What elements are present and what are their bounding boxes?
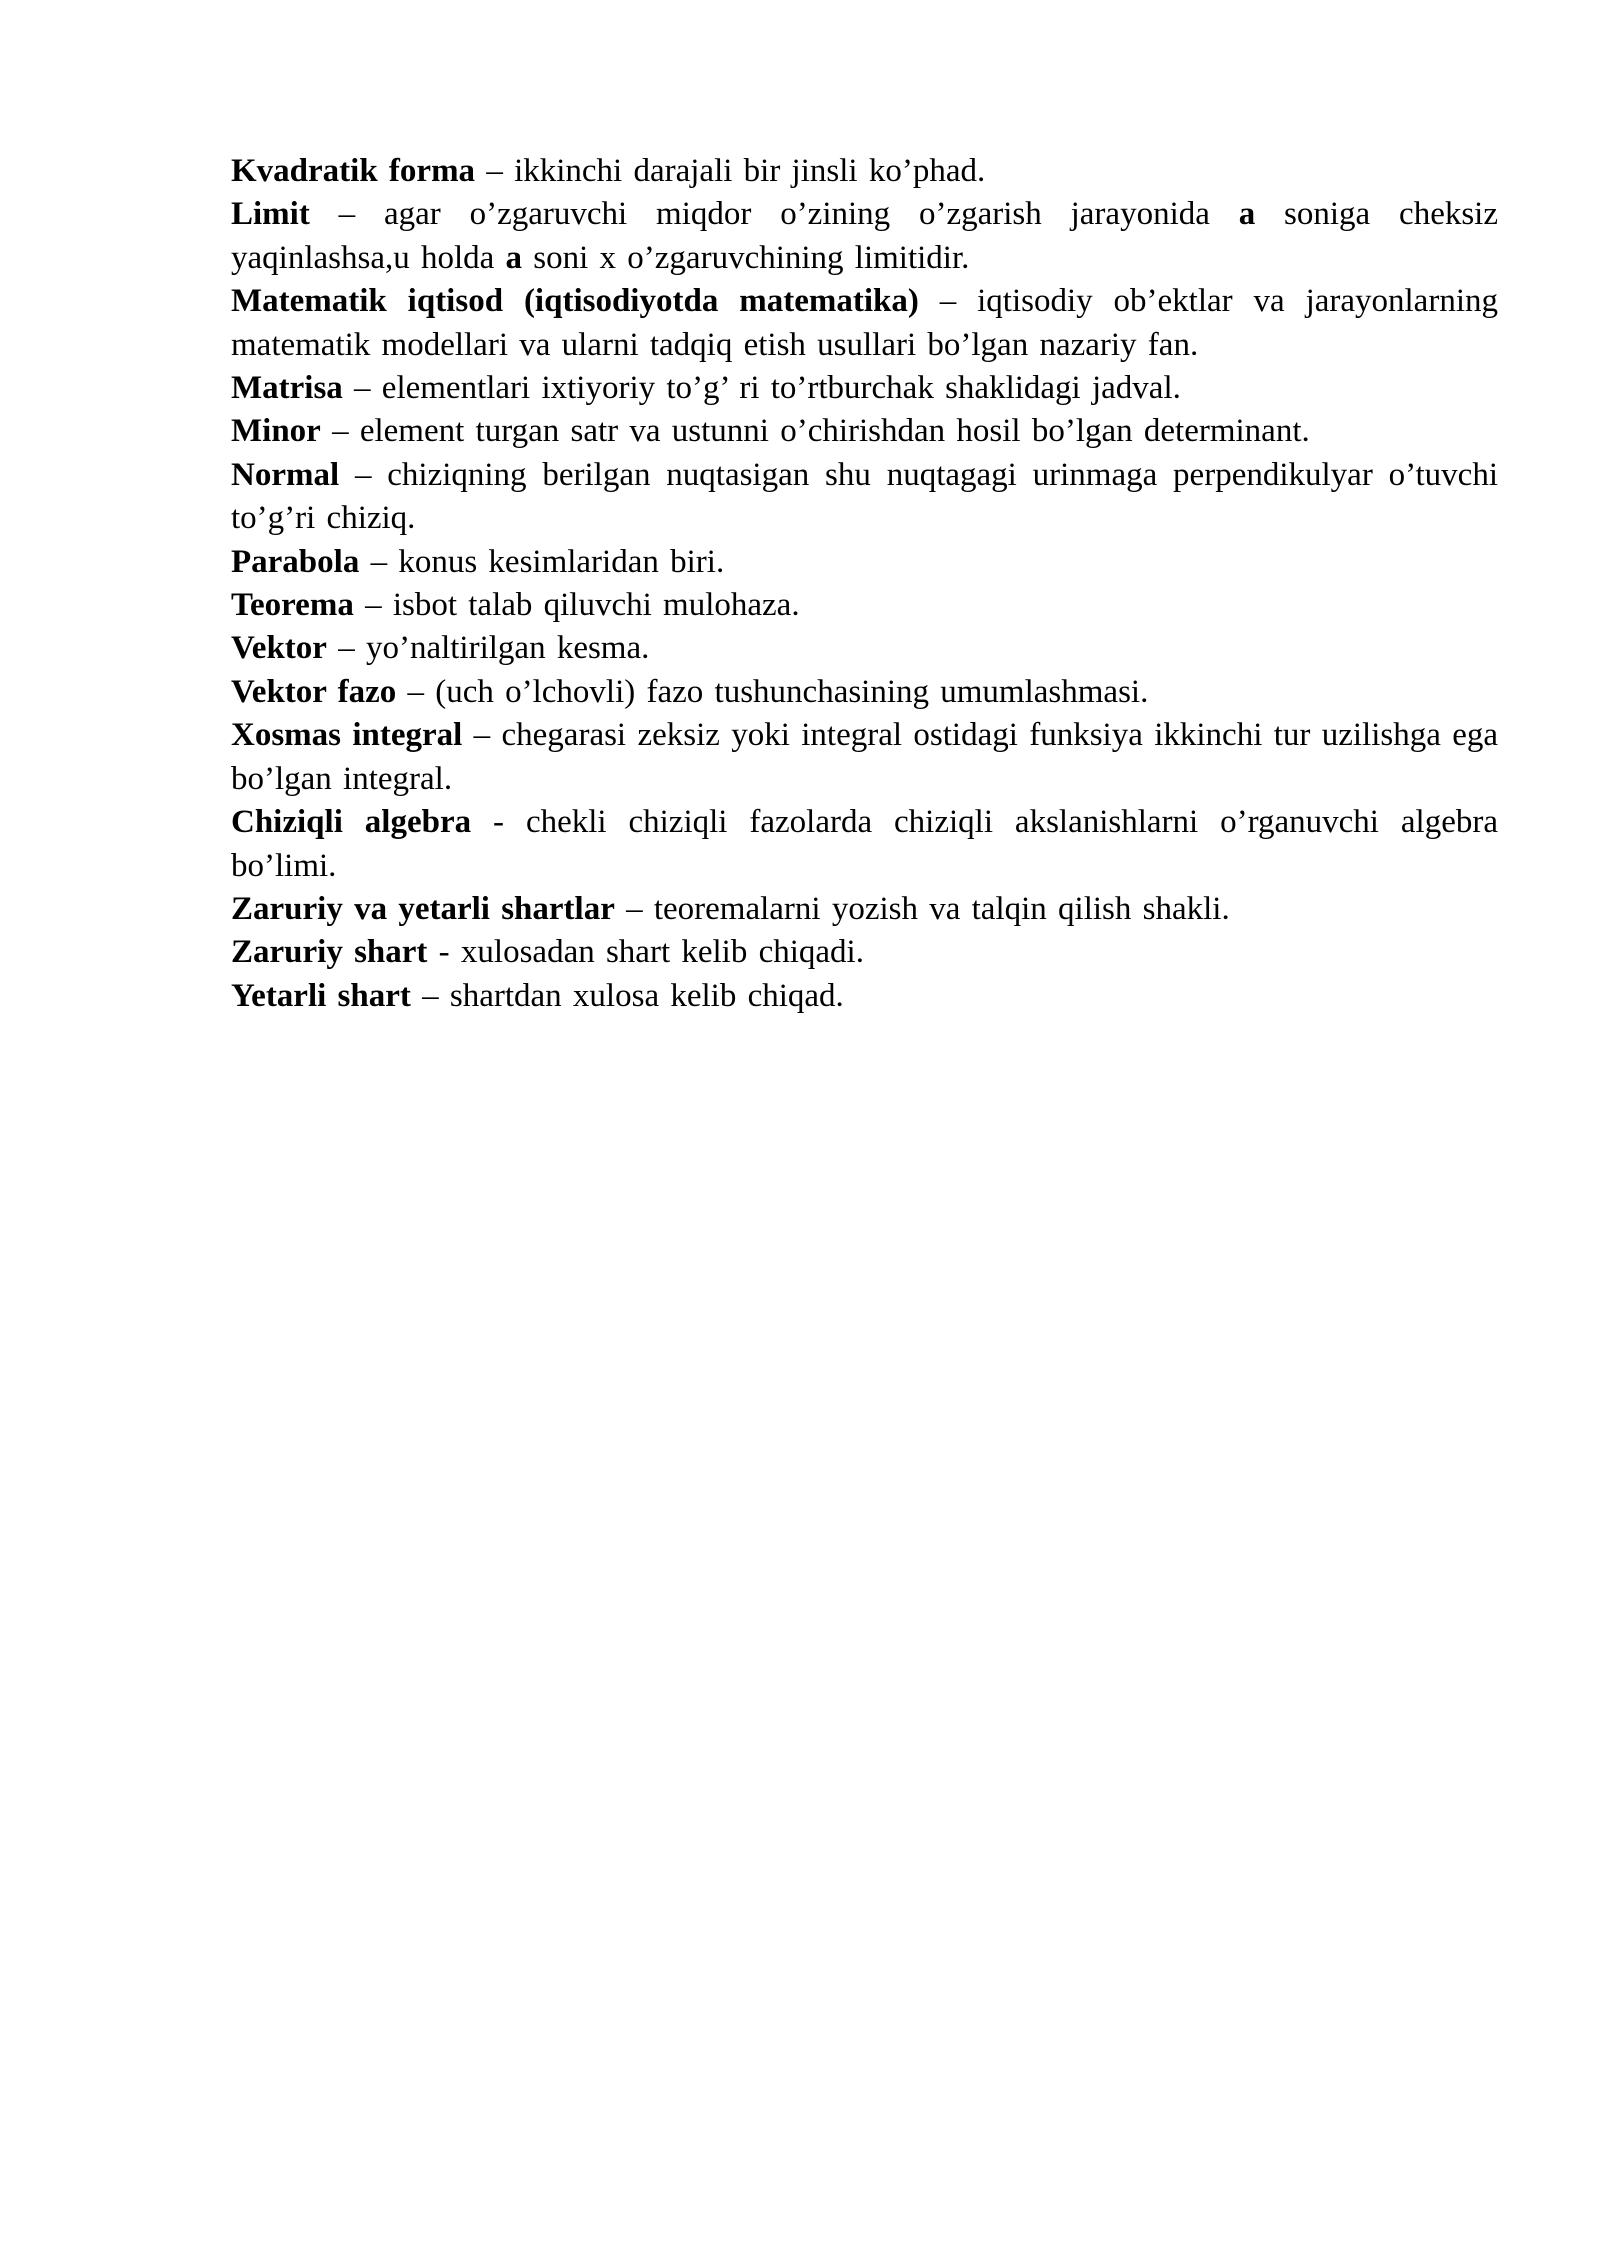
glossary-term: Parabola: [231, 543, 360, 580]
glossary-entry: [231, 584, 1498, 627]
glossary-definition: - xulosadan shart kelib chiqadi.: [427, 934, 864, 971]
glossary-definition: – element turgan satr va ustunni o’chirishdan hosil bo’lgan determinant.: [320, 413, 1310, 450]
glossary-definition: – iqtisodiy ob’ektlar va jarayonlarning matematik modellari va ularni tadqiq etish usullari bo’lgan nazariy fan.: [231, 283, 1498, 363]
glossary-definition: – chegarasi zeksiz yoki integral ostidagi funksiya ikkinchi tur uzilishga ega bo’lgan integral.: [231, 717, 1498, 797]
glossary-entry: [231, 541, 1498, 584]
glossary-entry: [231, 410, 1498, 453]
glossary-term: Vektor fazo: [231, 673, 397, 710]
glossary-term: Kvadratik forma: [231, 153, 476, 189]
glossary-entry: [231, 801, 1498, 888]
glossary-definition: soniga cheksiz yaqinlashsa,u holda: [231, 196, 1498, 276]
glossary-term: Teorema: [231, 587, 354, 624]
glossary-definition: – (uch o’lchovli) fazo tushunchasining umumlashmasi.: [396, 673, 1149, 710]
glossary-entry: [231, 150, 1498, 193]
glossary-definition: – shartdan xulosa kelib chiqad.: [410, 977, 844, 1014]
glossary-definition: soni x o’zgaruvchining limitidir.: [522, 239, 970, 276]
glossary-term: Xosmas integral: [231, 717, 463, 754]
glossary-entry: [231, 454, 1498, 541]
glossary-entry: [231, 975, 1498, 1018]
glossary-entry: [231, 931, 1498, 974]
glossary-entry: [231, 888, 1498, 931]
glossary-term: Matematik iqtisod (iqtisodiyotda matematika): [231, 283, 919, 320]
glossary-definition: - chekli chiziqli fazolarda chiziqli akslanishlarni o’rganuvchi algebra bo’limi.: [231, 804, 1498, 884]
emphasized-symbol: a: [505, 239, 523, 276]
glossary-term: Minor: [231, 413, 321, 450]
glossary-term: Vektor: [231, 630, 327, 667]
glossary-definition: – ikkinchi darajali bir jinsli ko’phad.: [475, 153, 986, 189]
glossary-entry: [231, 280, 1498, 367]
glossary-entry: [231, 193, 1498, 280]
glossary-term: Zaruriy shart: [231, 934, 428, 971]
glossary-term: Limit: [231, 196, 310, 233]
emphasized-symbol: a: [1238, 196, 1256, 233]
glossary-definition: – yo’naltirilgan kesma.: [326, 630, 650, 667]
glossary-term: Matrisa: [231, 370, 343, 407]
glossary-definition: – elementlari ixtiyoriy to’g’ ri to’rtburchak shaklidagi jadval.: [342, 370, 1181, 407]
glossary-term: Chiziqli algebra: [231, 804, 472, 841]
glossary-definition: – chiziqning berilgan nuqtasigan shu nuqtagagi urinmaga perpendikulyar o’tuvchi to’g’ri chiziq.: [231, 456, 1498, 537]
glossary-list: [231, 150, 1498, 1018]
glossary-entry: [231, 714, 1498, 801]
glossary-definition: – agar o’zgaruvchi miqdor o’zining o’zgarish jarayonida: [309, 196, 1239, 233]
glossary-entry: [231, 367, 1498, 410]
glossary-entry: [231, 671, 1498, 714]
glossary-term: Yetarli shart: [231, 977, 411, 1014]
glossary-definition: – isbot talab qiluvchi mulohaza.: [353, 587, 800, 624]
glossary-entry: [231, 627, 1498, 670]
glossary-definition: – teoremalarni yozish va talqin qilish shakli.: [614, 890, 1230, 927]
glossary-term: Normal: [231, 456, 340, 493]
glossary-definition: – konus kesimlaridan biri.: [359, 543, 725, 580]
glossary-term: Zaruriy va yetarli shartlar: [231, 890, 615, 927]
